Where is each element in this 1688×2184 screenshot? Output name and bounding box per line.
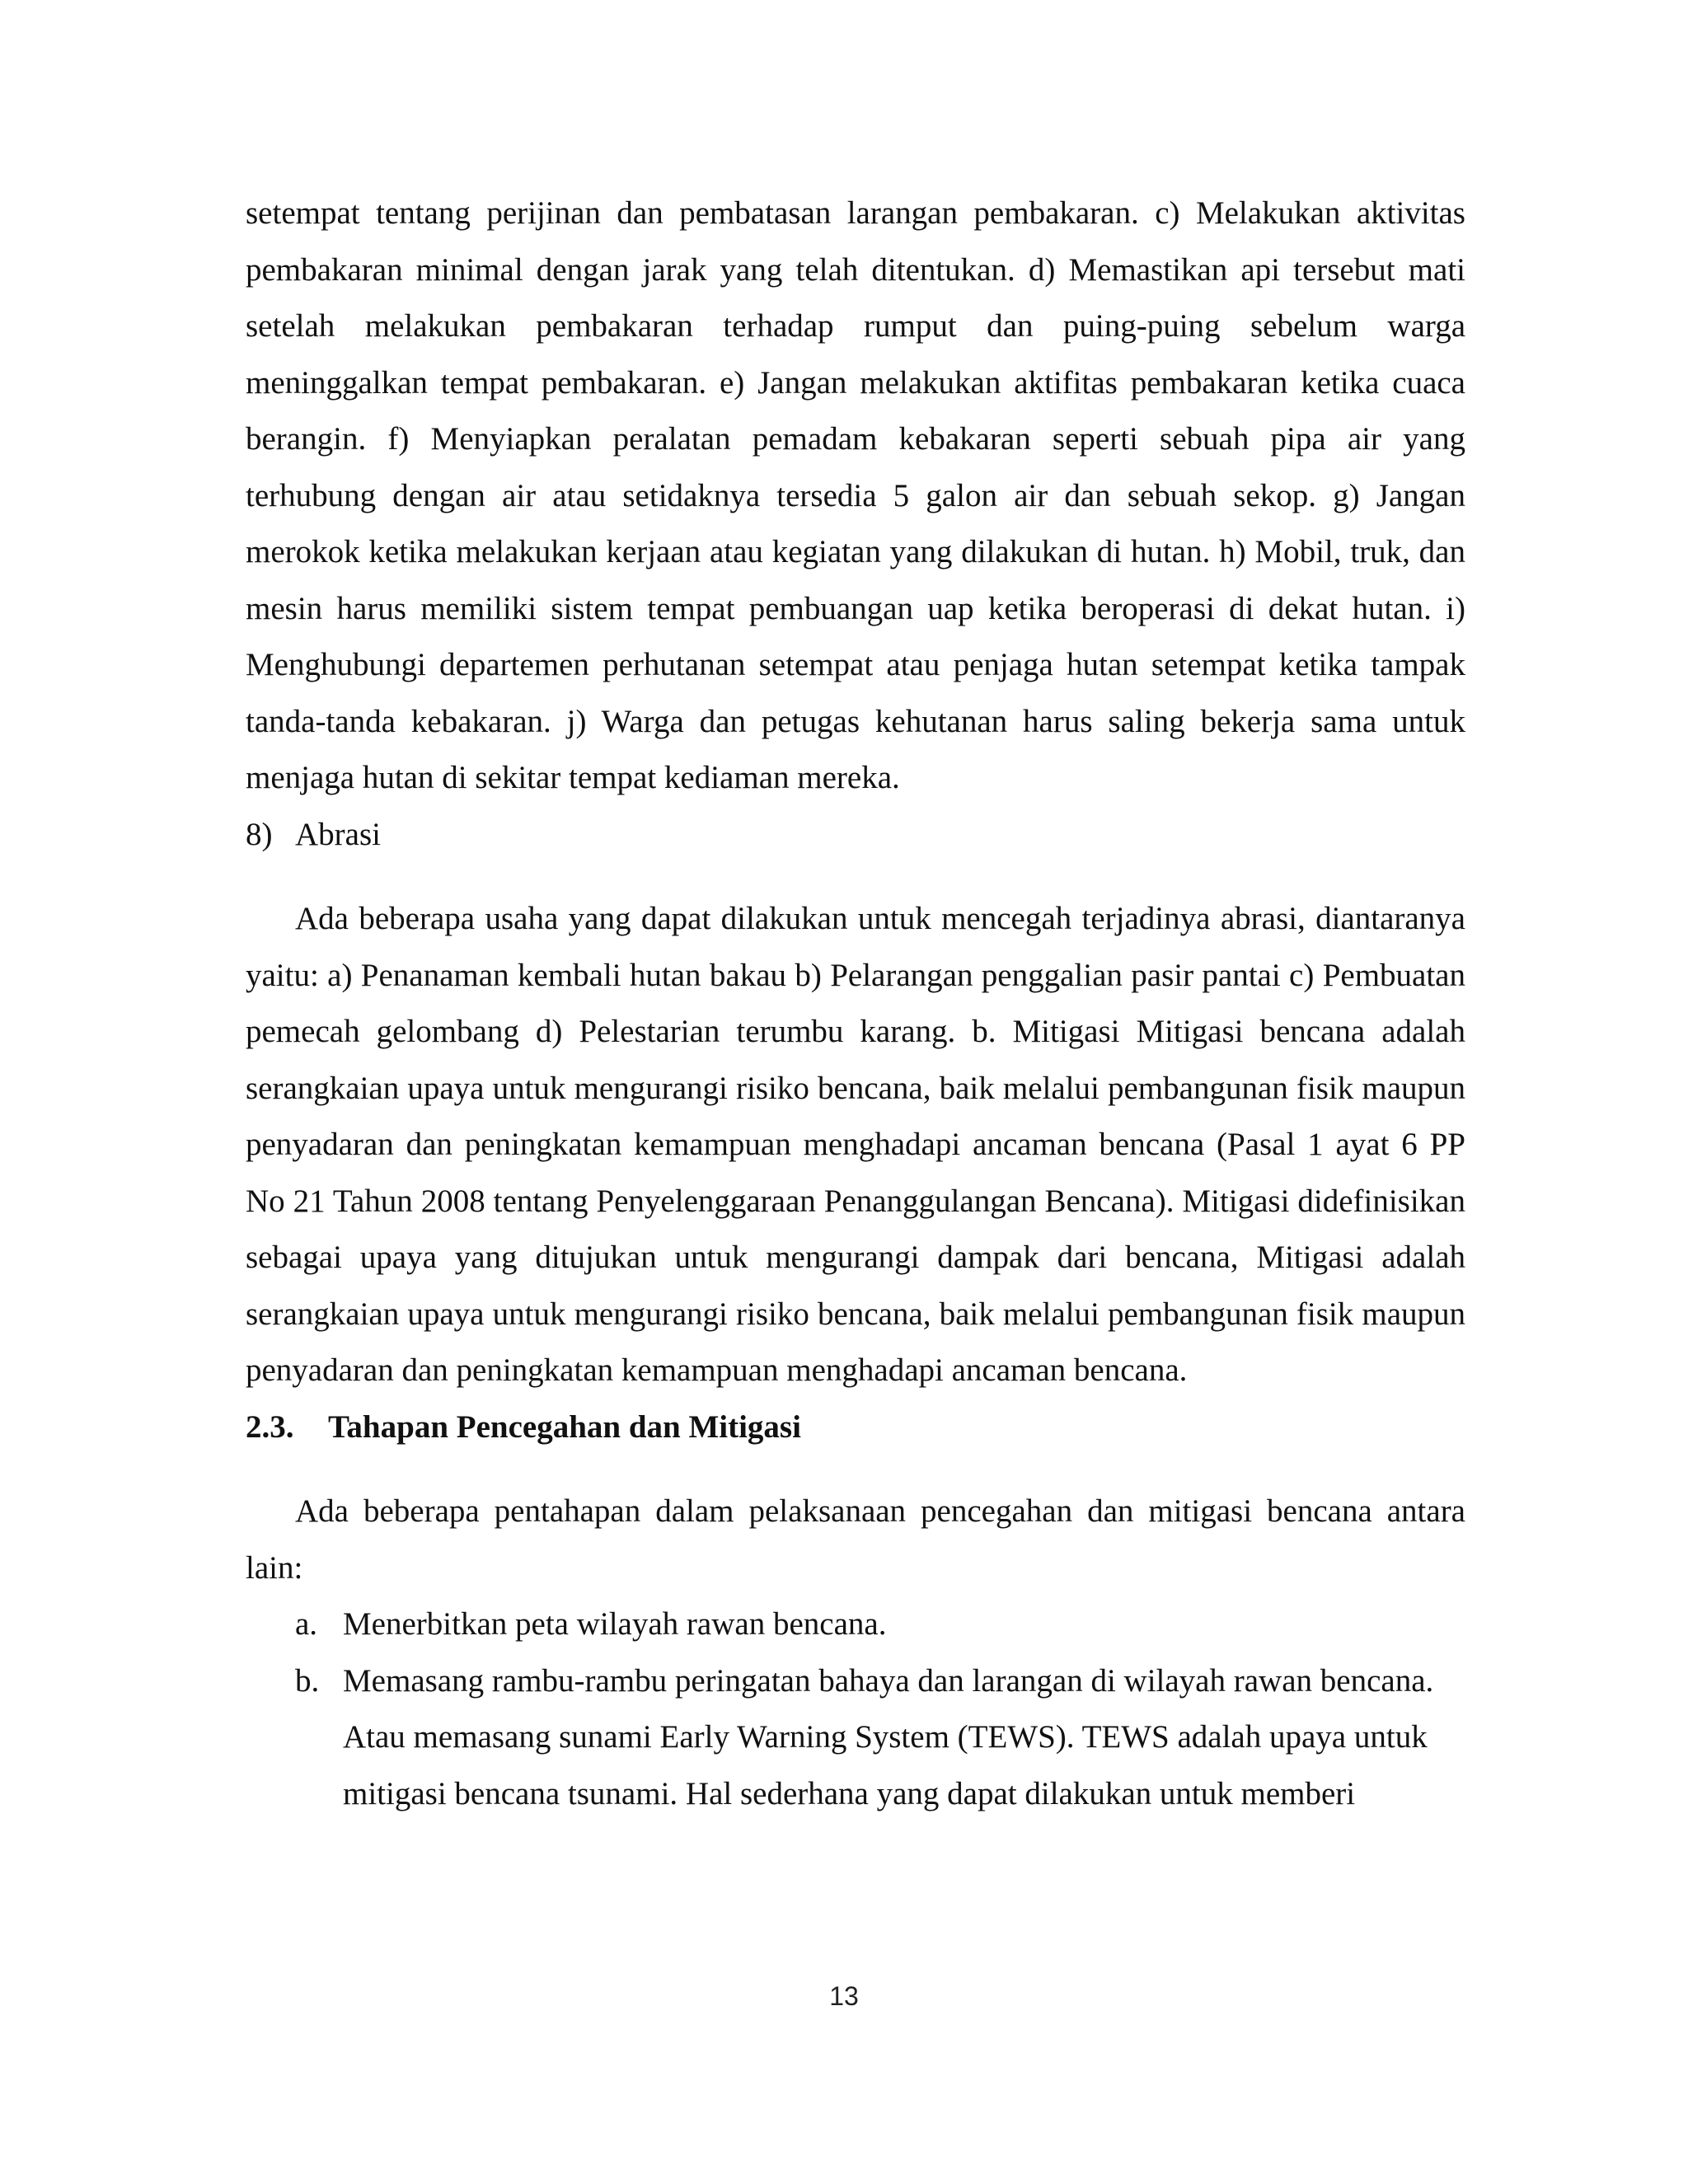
section-heading: [246, 1399, 1465, 1456]
numbered-item-abrasi: [246, 807, 1465, 864]
item-title: Abrasi: [295, 816, 381, 852]
section-intro-paragraph: Ada beberapa pentahapan dalam pelaksanaan pencegahan dan mitigasi bencana antara lain:: [246, 1493, 1465, 1586]
item-number: 8): [246, 816, 273, 852]
list-item: [295, 1596, 1465, 1653]
list-item: [295, 1653, 1465, 1823]
list-item-text: Menerbitkan peta wilayah rawan bencana.: [343, 1606, 887, 1642]
abrasi-paragraph: Ada beberapa usaha yang dapat dilakukan untuk mencegah terjadinya abrasi, diantaranya yaitu: a) Penanaman kembali hutan bakau b) Pelarangan penggalian pasir pantai c) Pembuatan pemecah gelombang d) Pelestarian terumbu karang. b. Mitigasi Mitigasi bencana adalah serangkaian upaya untuk mengurangi risiko bencana, baik melalui pembangunan fisik maupun penyadaran dan peningkatan kemampuan menghadapi ancaman bencana (Pasal 1 ayat 6 PP No 21 Tahun 2008 tentang Penyelenggaraan Penanggulangan Bencana). Mitigasi didefinisikan sebagai upaya yang ditujukan untuk mengurangi dampak dari bencana, Mitigasi adalah serangkaian upaya untuk mengurangi risiko bencana, baik melalui pembangunan fisik maupun penyadaran dan peningkatan kemampuan menghadapi ancaman bencana.: [246, 901, 1465, 1388]
list-item-text: Memasang rambu-rambu peringatan bahaya dan larangan di wilayah rawan bencana. Atau memasang sunami Early Warning System (TEWS). TEWS adalah upaya untuk mitigasi bencana tsunami. Hal sederhana yang dapat dilakukan untuk memberi: [343, 1662, 1434, 1811]
list-marker: a.: [295, 1606, 318, 1642]
page-number: 13: [829, 1981, 859, 2011]
page-body: [246, 185, 1465, 1822]
section-number: 2.3.: [246, 1408, 294, 1445]
list-marker: b.: [295, 1662, 320, 1699]
section-title: Tahapan Pencegahan dan Mitigasi: [328, 1408, 801, 1445]
step-list: [246, 1596, 1465, 1822]
continuation-paragraph: setempat tentang perijinan dan pembatasan larangan pembakaran. c) Melakukan aktivitas pembakaran minimal dengan jarak yang telah ditentukan. d) Memastikan api tersebut mati setelah melakukan pembakaran terhadap rumput dan puing-puing sebelum warga meninggalkan tempat pembakaran. e) Jangan melakukan aktifitas pembakaran ketika cuaca berangin. f) Menyiapkan peralatan pemadam kebakaran seperti sebuah pipa air yang terhubung dengan air atau setidaknya tersedia 5 galon air dan sebuah sekop. g) Jangan merokok ketika melakukan kerjaan atau kegiatan yang dilakukan di hutan. h) Mobil, truk, dan mesin harus memiliki sistem tempat pembuangan uap ketika beroperasi di dekat hutan. i) Menghubungi departemen perhutanan setempat atau penjaga hutan setempat ketika tampak tanda-tanda kebakaran. j) Warga dan petugas kehutanan harus saling bekerja sama untuk menjaga hutan di sekitar tempat kediaman mereka.: [246, 195, 1465, 795]
